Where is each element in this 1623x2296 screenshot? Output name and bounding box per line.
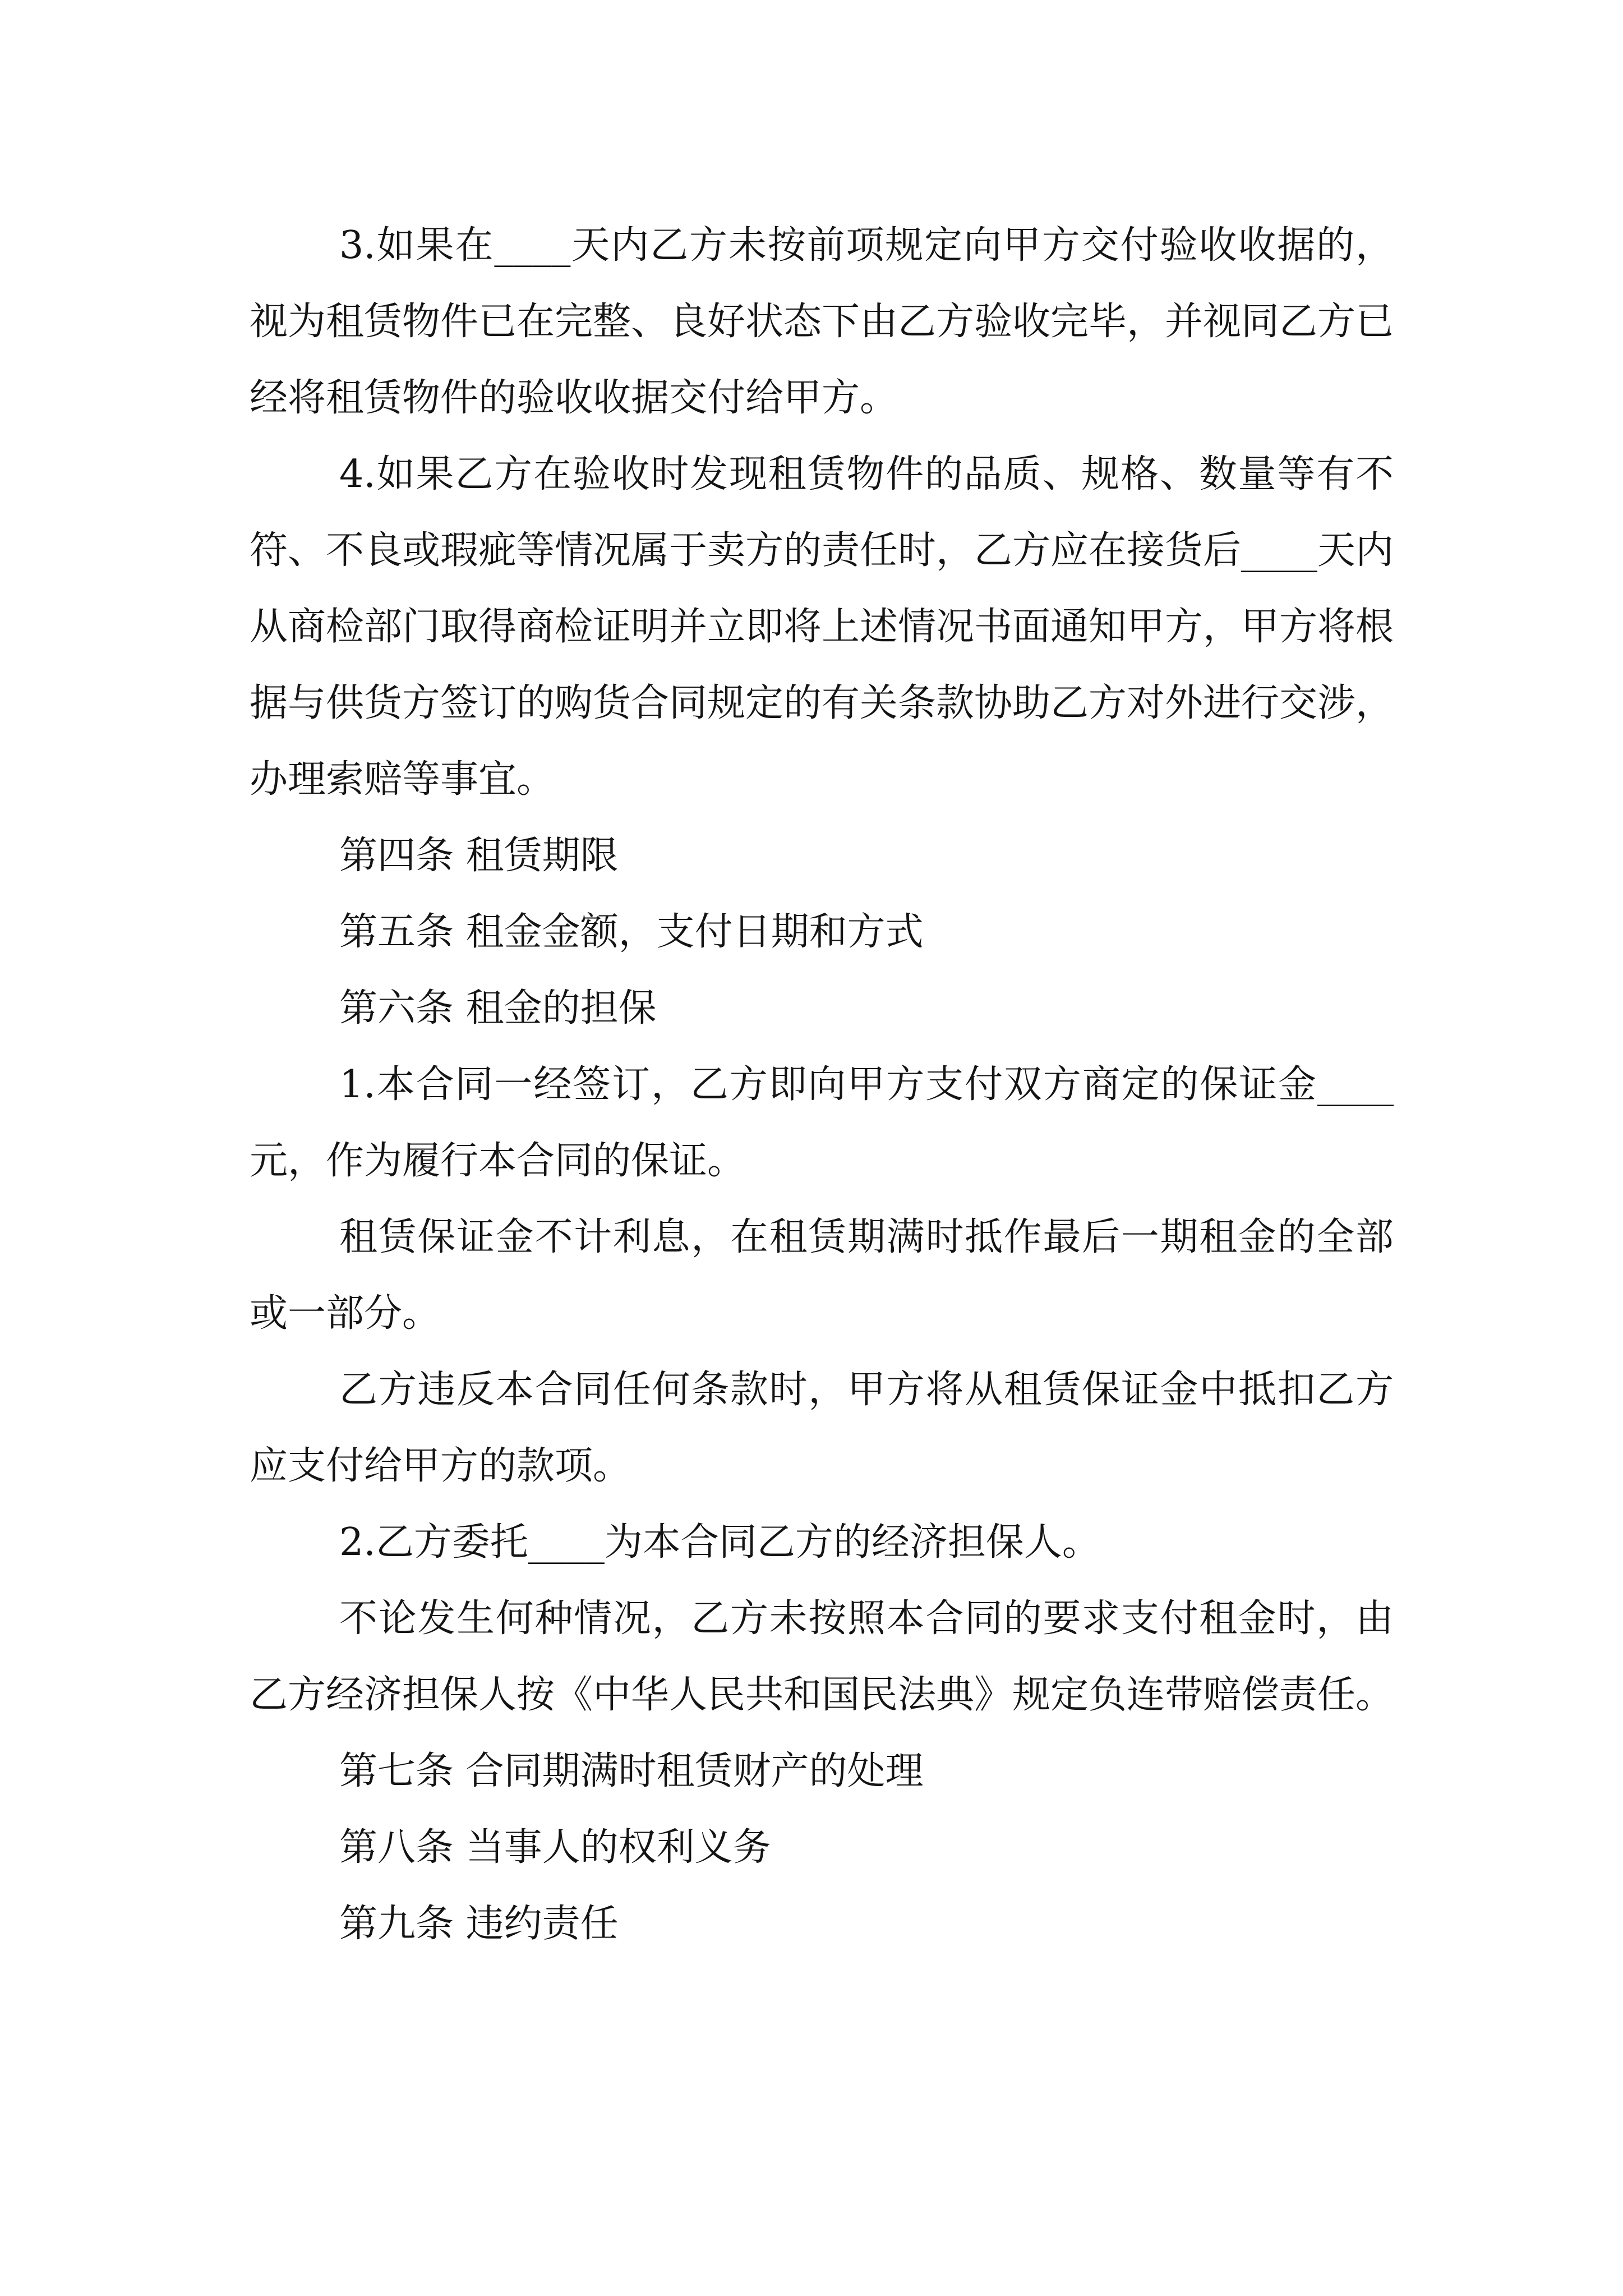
article-8-heading: 第八条 当事人的权利义务: [339, 1825, 771, 1870]
article-4-heading: 第四条 租赁期限: [339, 834, 619, 878]
document-body: [250, 208, 1394, 1962]
article-9-heading: 第九条 违约责任: [339, 1902, 619, 1946]
clause-3-1-paragraph: 3.如果在____天内乙方未按前项规定向甲方交付验收收据的，视为租赁物件已在完整、良好状态下由乙方验收完毕，并视同乙方已经将租赁物件的验收收据交付给甲方。: [250, 223, 1394, 420]
article-6-heading: 第六条 租金的担保: [339, 986, 657, 1030]
guarantor-liability-paragraph: 不论发生何种情况，乙方未按照本合同的要求支付租金时，由乙方经济担保人按《中华人民共和国民法典》规定负连带赔偿责任。: [250, 1596, 1394, 1717]
article-5-heading: 第五条 租金金额，支付日期和方式: [339, 910, 924, 954]
clause-3-2-paragraph: 4.如果乙方在验收时发现租赁物件的品质、规格、数量等有不符、不良或瑕疵等情况属于卖方的责任时，乙方应在接货后____天内从商检部门取得商检证明并立即将上述情况书面通知甲方，甲方将根据与供货方签订的购货合同规定的有关条款协助乙方对外进行交涉，办理索赔等事宜。: [250, 452, 1394, 802]
clause-6-2-paragraph: 2.乙方委托____为本合同乙方的经济担保人。: [339, 1520, 1100, 1565]
article-7-heading: 第七条 合同期满时租赁财产的处理: [339, 1749, 924, 1793]
deposit-deduction-paragraph: 乙方违反本合同任何条款时，甲方将从租赁保证金中抵扣乙方应支付给甲方的款项。: [250, 1368, 1394, 1488]
clause-6-1-paragraph: 1.本合同一经签订，乙方即向甲方支付双方商定的保证金____元，作为履行本合同的保证。: [250, 1062, 1394, 1183]
deposit-interest-paragraph: 租赁保证金不计利息，在租赁期满时抵作最后一期租金的全部或一部分。: [250, 1215, 1394, 1336]
